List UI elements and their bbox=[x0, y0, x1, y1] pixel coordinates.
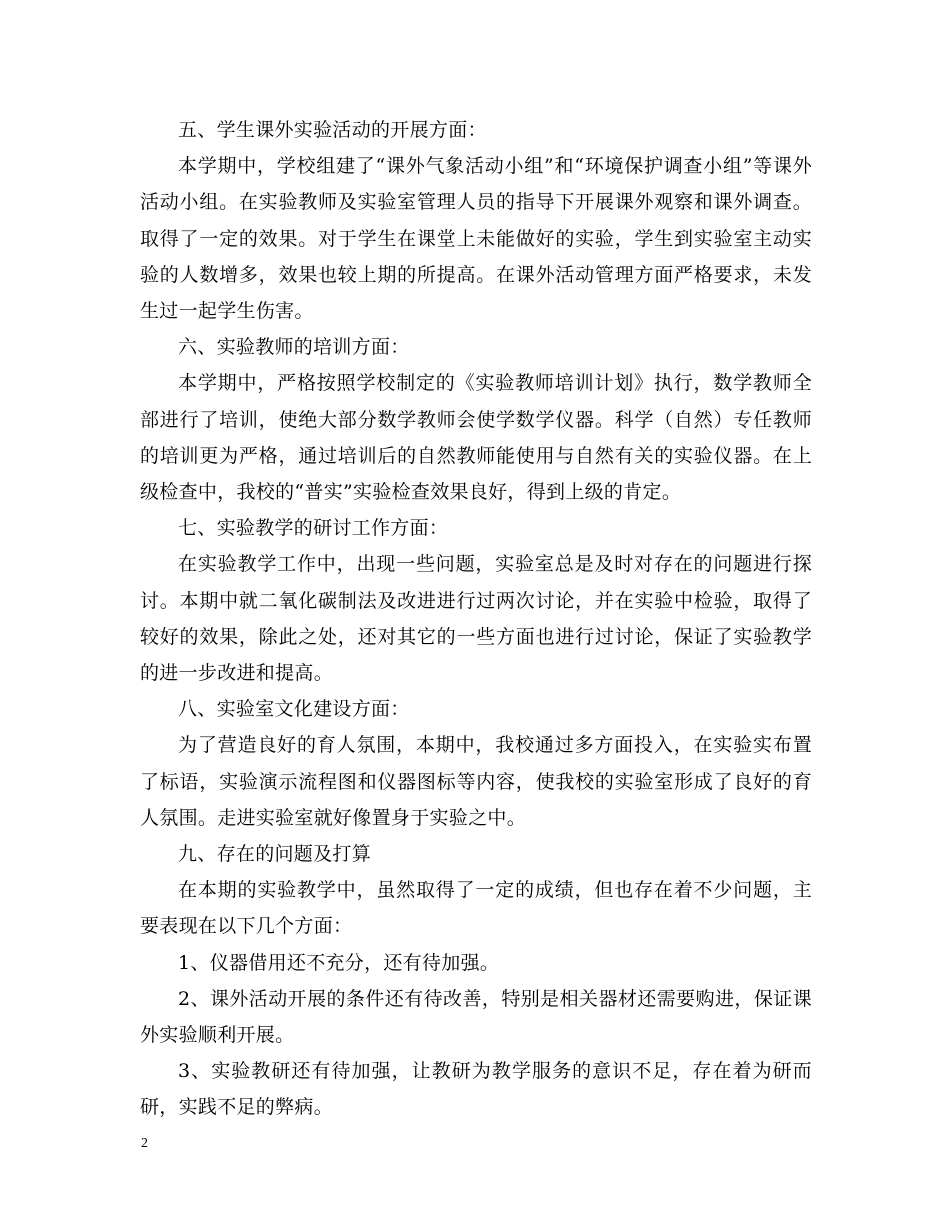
list-item-problem-1: 1、仪器借用还不充分，还有待加强。 bbox=[178, 951, 500, 974]
list-item-problem-3: 3、实验教研还有待加强，让教研为教学服务的意识不足，存在着为研而研，实践不足的弊病。 bbox=[140, 1060, 812, 1119]
paragraph-teacher-training: 本学期中，严格按照学校制定的《实验教师培训计划》执行，数学教师全部进行了培训，使绝大部分数学教师会使学数学仪器。科学（自然）专任教师的培训更为严格，通过培训后的自然教师能使用与自然有关的实验仪器。在上级检查中，我校的“普实”实验检查效果良好，得到上级的肯定。 bbox=[140, 372, 812, 504]
section-heading-extracurricular: 五、学生课外实验活动的开展方面： bbox=[178, 119, 487, 141]
paragraph-extracurricular: 本学期中，学校组建了“课外气象活动小组”和“环境保护调查小组”等课外活动小组。在实验教师及实验室管理人员的指导下开展课外观察和课外调查。取得了一定的效果。对于学生在课堂上未能做好的实验，学生到实验室主动实验的人数增多，效果也较上期的所提高。在课外活动管理方面严格要求，未发生过一起学生伤害。 bbox=[140, 155, 812, 323]
list-item-problem-2: 2、课外活动开展的条件还有待改善，特别是相关器材还需要购进，保证课外实验顺利开展。 bbox=[140, 987, 812, 1047]
section-heading-teacher-training: 六、实验教师的培训方面： bbox=[178, 336, 410, 359]
paragraph-teaching-research: 在实验教学工作中，出现一些问题，实验室总是及时对存在的问题进行探讨。本期中就二氧化碳制法及改进进行过两次讨论，并在实验中检验，取得了较好的效果，除此之处，还对其它的一些方面也进行过讨论，保证了实验教学的进一步改进和提高。 bbox=[140, 553, 812, 685]
section-heading-teaching-research: 七、实验教学的研讨工作方面： bbox=[178, 517, 449, 540]
section-heading-lab-culture: 八、实验室文化建设方面： bbox=[178, 698, 410, 721]
document-body bbox=[140, 112, 812, 1126]
paragraph-problems-intro: 在本期的实验教学中，虽然取得了一定的成绩，但也存在着不少问题，主要表现在以下几个方面： bbox=[140, 879, 812, 938]
section-heading-problems-plans: 九、存在的问题及打算 bbox=[178, 843, 372, 866]
paragraph-lab-culture: 为了营造良好的育人氛围，本期中，我校通过多方面投入，在实验实布置了标语，实验演示流程图和仪器图标等内容，使我校的实验室形成了良好的育人氛围。走进实验室就好像置身于实验之中。 bbox=[140, 734, 812, 829]
page-number: 2 bbox=[141, 1136, 148, 1151]
